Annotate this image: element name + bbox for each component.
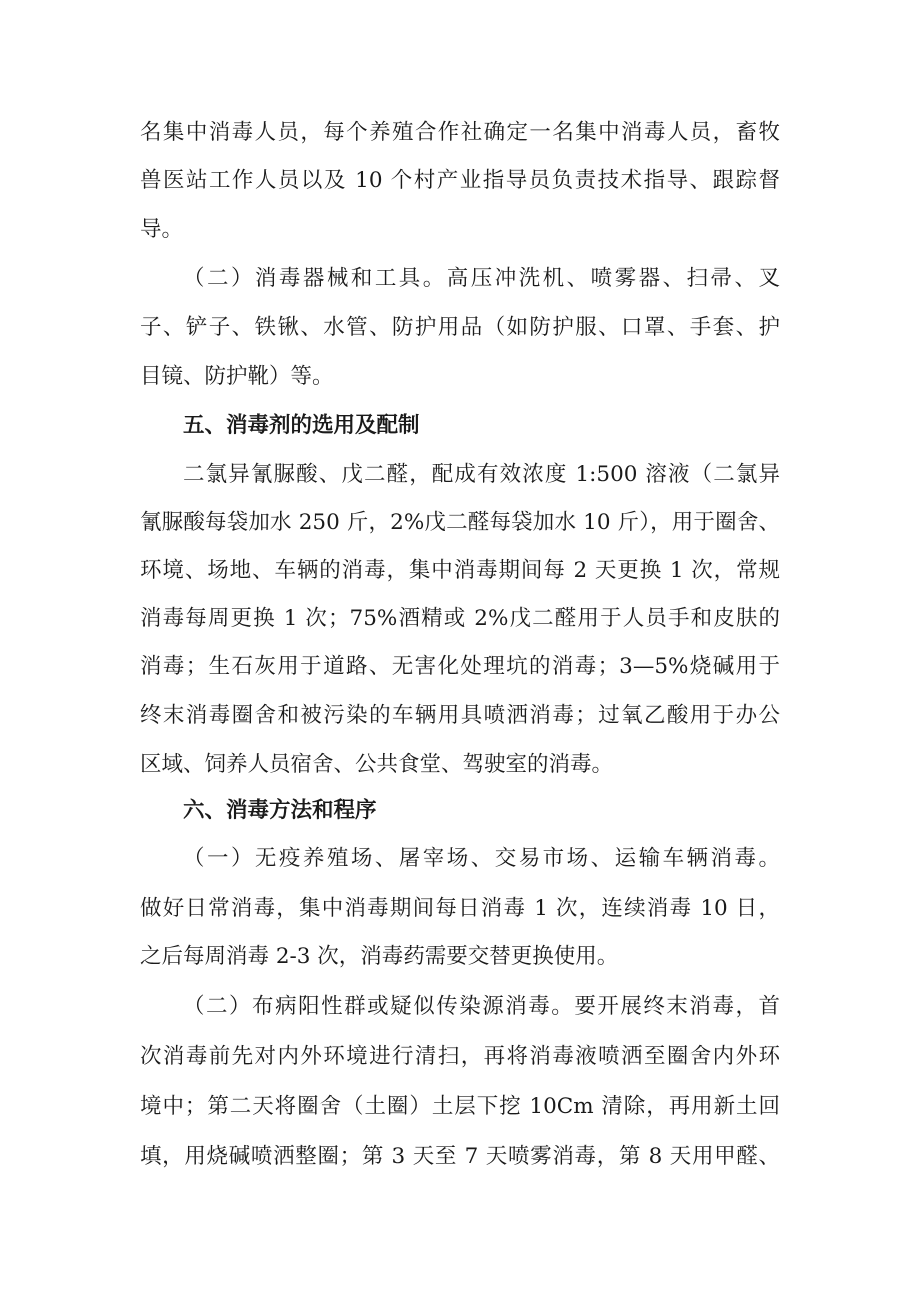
paragraph-line: 做好日常消毒，集中消毒期间每日消毒 1 次，连续消毒 10 日， [140,896,780,921]
paragraph-line: 终末消毒圈舍和被污染的车辆用具喷洒消毒；过氧乙酸用于办公 [140,703,780,728]
paragraph-line: 境中；第二天将圈舍（土圈）土层下挖 10Cm 清除，再用新土回 [140,1094,780,1119]
paragraph-line: （二）消毒器械和工具。高压冲洗机、喷雾器、扫帚、叉 [183,266,780,291]
paragraph-line: 次消毒前先对内外环境进行清扫，再将消毒液喷洒至圈舍内外环 [140,1044,780,1069]
paragraph-line: 导。 [140,217,184,242]
paragraph-line: 之后每周消毒 2-3 次，消毒药需要交替更换使用。 [140,944,619,969]
paragraph-line: （二）布病阳性群或疑似传染源消毒。要开展终末消毒，首 [183,994,780,1019]
paragraph-line: 环境、场地、车辆的消毒，集中消毒期间每 2 天更换 1 次，常规 [140,558,780,583]
paragraph-line: 名集中消毒人员，每个养殖合作社确定一名集中消毒人员，畜牧 [140,120,780,145]
paragraph-line: 氰脲酸每袋加水 250 斤，2%戊二醛每袋加水 10 斤），用于圈舍、 [140,510,780,535]
paragraph-line: 子、铲子、铁锹、水管、防护用品（如防护服、口罩、手套、护 [140,315,780,340]
paragraph-line: 二氯异氰脲酸、戊二醛，配成有效浓度 1:500 溶液（二氯异 [183,462,780,487]
paragraph-line: 目镜、防护靴）等。 [140,364,334,389]
paragraph-line: 填，用烧碱喷洒整圈；第 3 天至 7 天喷雾消毒，第 8 天用甲醛、 [140,1144,780,1169]
paragraph-line: 兽医站工作人员以及 10 个村产业指导员负责技术指导、跟踪督 [140,168,780,193]
paragraph-line: 消毒；生石灰用于道路、无害化处理坑的消毒；3—5%烧碱用于 [140,654,780,679]
paragraph-line: 消毒每周更换 1 次；75%酒精或 2%戊二醛用于人员手和皮肤的 [140,606,780,631]
section-heading-5: 五、消毒剂的选用及配制 [183,413,420,438]
paragraph-line: （一）无疫养殖场、屠宰场、交易市场、运输车辆消毒。 [183,846,780,871]
section-heading-6: 六、消毒方法和程序 [183,798,377,823]
paragraph-line: 区域、饲养人员宿舍、公共食堂、驾驶室的消毒。 [140,752,614,777]
